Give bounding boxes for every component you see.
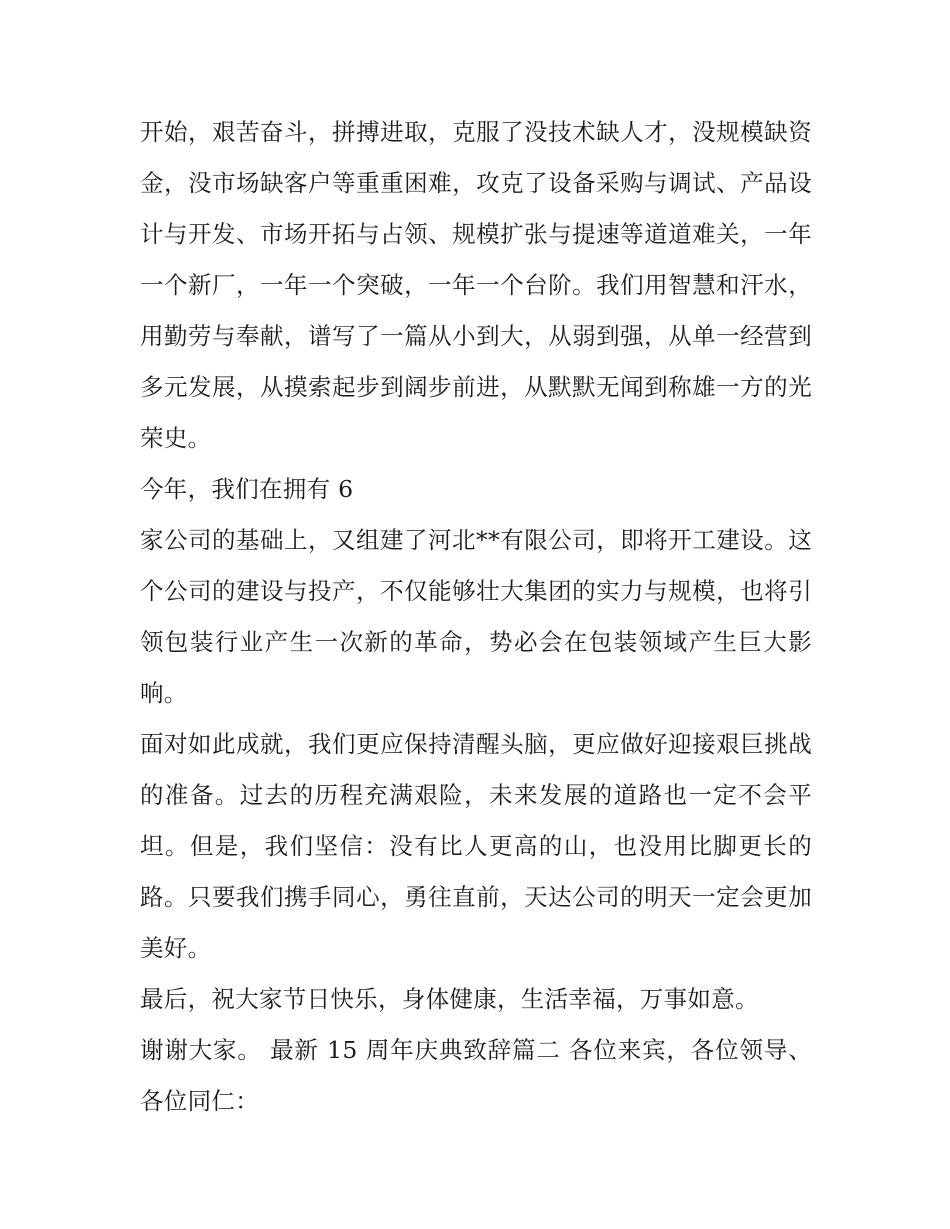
paragraph-wishes: 最后，祝大家节日快乐，身体健康，生活幸福，万事如意。 bbox=[140, 985, 759, 1013]
document-body bbox=[140, 107, 812, 1127]
paragraph-thanks: 谢谢大家。 最新 15 周年庆典致辞篇二 各位来宾，各位领导、各位同仁： bbox=[140, 1036, 812, 1115]
paragraph-this-year: 今年，我们在拥有 6 bbox=[140, 475, 354, 503]
paragraph-new-company: 家公司的基础上，又组建了河北**有限公司，即将开工建设。这个公司的建设与投产，不仅能够壮大集团的实力与规模，也将引领包装行业产生一次新的革命，势必会在包装领域产生巨大影响。 bbox=[140, 526, 812, 707]
paragraph-challenges: 面对如此成就，我们更应保持清醒头脑，更应做好迎接艰巨挑战的准备。过去的历程充满艰险，未来发展的道路也一定不会平坦。但是，我们坚信：没有比人更高的山，也没用比脚更长的路。只要我们携手同心，勇往直前，天达公司的明天一定会更加美好。 bbox=[140, 730, 812, 962]
paragraph-history: 开始，艰苦奋斗，拼搏进取，克服了没技术缺人才，没规模缺资金，没市场缺客户等重重困难，攻克了设备采购与调试、产品设计与开发、市场开拓与占领、规模扩张与提速等道道难关，一年一个新厂，一年一个突破，一年一个台阶。我们用智慧和汗水，用勤劳与奉献，谱写了一篇从小到大，从弱到强，从单一经营到多元发展，从摸索起步到阔步前进，从默默无闻到称雄一方的光荣史。 bbox=[140, 118, 812, 452]
